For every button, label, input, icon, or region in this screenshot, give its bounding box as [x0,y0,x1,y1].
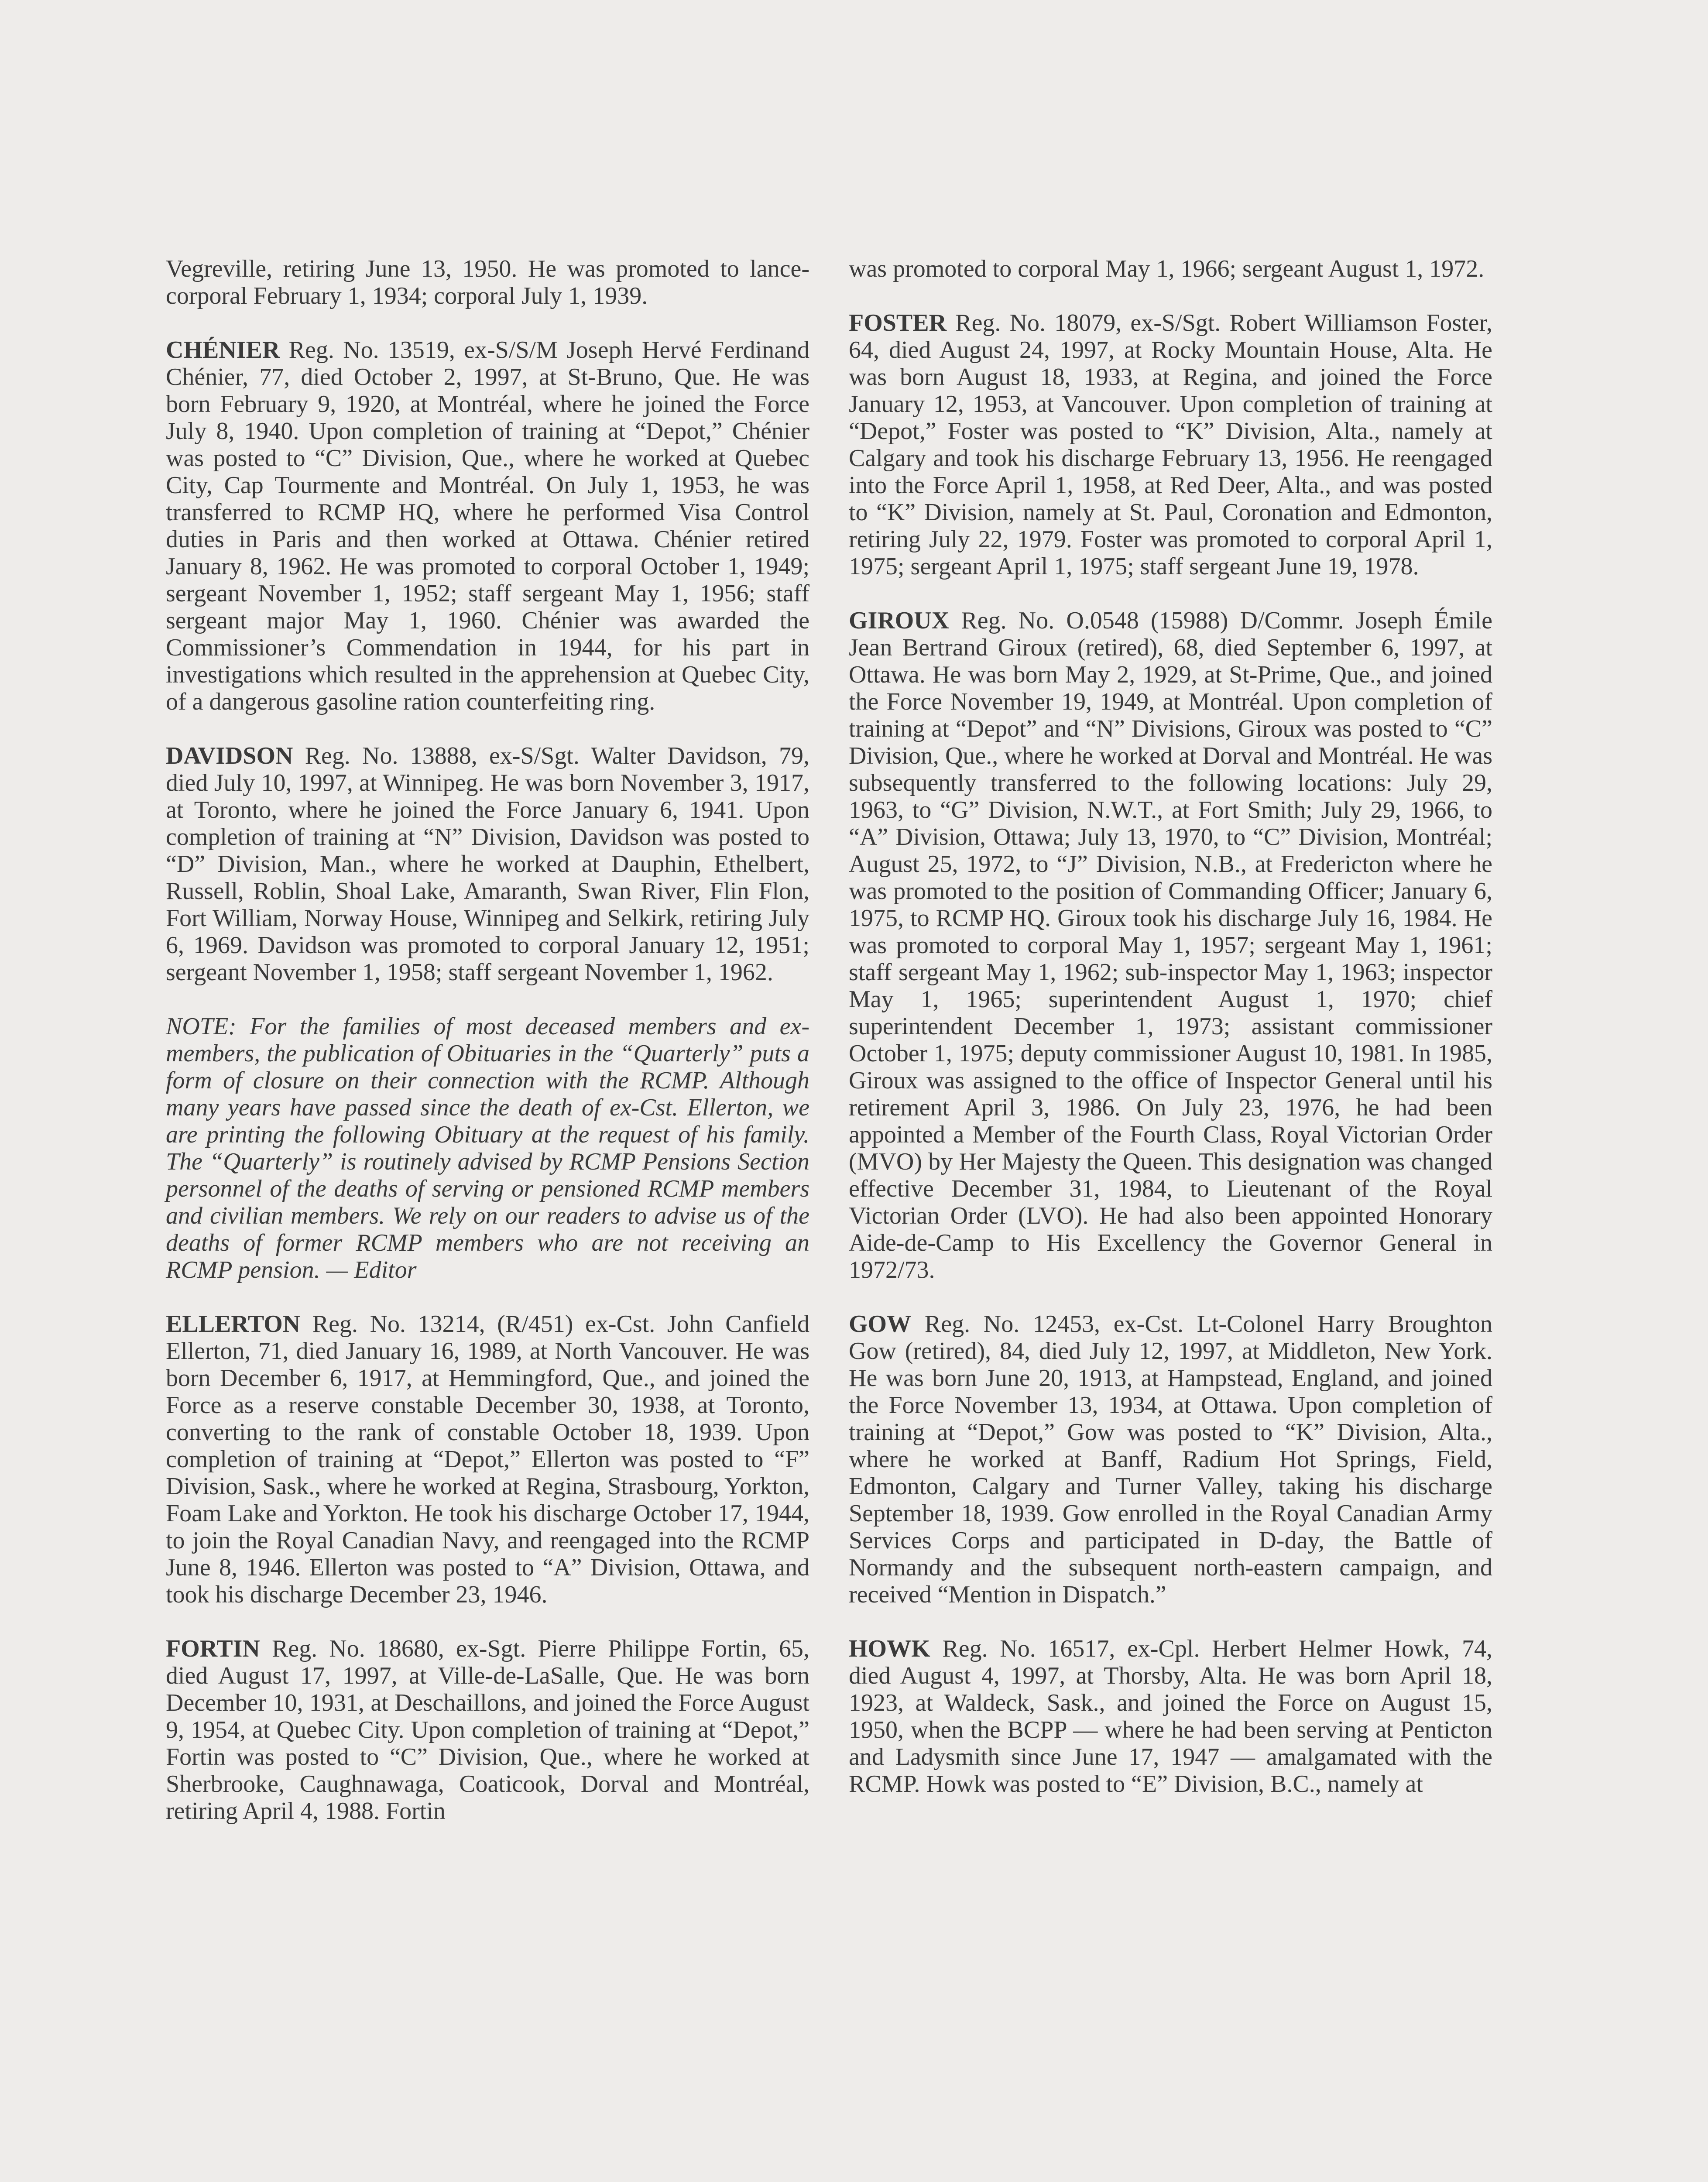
obituary-giroux [849,607,1492,1283]
continuation-text: was promoted to corporal May 1, 1966; sergeant August 1, 1972. [849,255,1485,282]
obituary-text: Reg. No. 12453, ex-Cst. Lt-Colonel Harry Broughton Gow (retired), 84, died July 12, 1997, at Middleton, New York. He was born June 20, 1913, at Hampstead, England, and joined the Force November 13, 1934, at Ottawa. Upon completion of training at “Depot,” Gow was posted to “K” Division, Alta., where he worked at Banff, Radium Hot Springs, Field, Edmonton, Calgary and Turner Valley, taking his discharge September 18, 1939. Gow enrolled in the Royal Canadian Army Services Corps and participated in D-day, the Battle of Normandy and the subsequent north-eastern campaign, and received “Mention in Dispatch.” [849,1311,1492,1608]
obituary-name: FOSTER [849,309,947,336]
obituary-howk [849,1635,1492,1798]
obituary-chenier [166,336,809,715]
obituary-name: ELLERTON [166,1311,301,1338]
obituary-name: FORTIN [166,1635,260,1662]
obituary-name: DAVIDSON [166,742,293,769]
obituary-text: Reg. No. 13888, ex-S/Sgt. Walter Davidson, 79, died July 10, 1997, at Winnipeg. He was born November 3, 1917, at Toronto, where he joined the Force January 6, 1941. Upon completion of training at “N” Division, Davidson was posted to “D” Division, Man., where he worked at Dauphin, Ethelbert, Russell, Roblin, Shoal Lake, Amaranth, Swan River, Flin Flon, Fort William, Norway House, Winnipeg and Selkirk, retiring July 6, 1969. Davidson was promoted to corporal January 12, 1951; sergeant November 1, 1958; staff sergeant November 1, 1962. [166,742,809,986]
obituary-text: Reg. No. O.0548 (15988) D/Commr. Joseph Émile Jean Bertrand Giroux (retired), 68, died September 6, 1997, at Ottawa. He was born May 2, 1929, at St-Prime, Que., and joined the Force November 19, 1949, at Montréal. Upon completion of training at “Depot” and “N” Divisions, Giroux was posted to “C” Division, Que., where he worked at Dorval and Montréal. He was subsequently transferred to the following locations: July 29, 1963, to “G” Division, N.W.T., at Fort Smith; July 29, 1966, to “A” Division, Ottawa; July 13, 1970, to “C” Division, Montréal; August 25, 1972, to “J” Division, N.B., at Fredericton where he was promoted to the position of Commanding Officer; January 6, 1975, to RCMP HQ. Giroux took his discharge July 16, 1984. He was promoted to corporal May 1, 1957; sergeant May 1, 1961; staff sergeant May 1, 1962; sub-inspector May 1, 1963; inspector May 1, 1965; superintendent August 1, 1970; chief superintendent December 1, 1973; assistant commissioner October 1, 1975; deputy commissioner August 10, 1981. In 1985, Giroux was assigned to the office of Inspector General until his retirement April 3, 1986. On July 23, 1976, he had been appointed a Member of the Fourth Class, Royal Victorian Order (MVO) by Her Majesty the Queen. This designation was changed effective December 31, 1984, to Lieutenant of the Royal Victorian Order (LVO). He had also been appointed Honorary Aide-de-Camp to His Excellency the Governor General in 1972/73. [849,607,1492,1283]
obituary-text: Reg. No. 13519, ex-S/S/M Joseph Hervé Ferdinand Chénier, 77, died October 2, 1997, at St-Bruno, Que. He was born February 9, 1920, at Montréal, where he joined the Force July 8, 1940. Upon completion of training at “Depot,” Chénier was posted to “C” Division, Que., where he worked at Quebec City, Cap Tourmente and Montréal. On July 1, 1953, he was transferred to RCMP HQ, where he performed Visa Control duties in Paris and then worked at Ottawa. Chénier retired January 8, 1962. He was promoted to corporal October 1, 1949; sergeant November 1, 1952; staff sergeant May 1, 1956; staff sergeant major May 1, 1960. Chénier was awarded the Commissioner’s Commendation in 1944, for his part in investigations which resulted in the apprehension at Quebec City, of a dangerous gasoline ration counterfeiting ring. [166,336,809,715]
obituary-text: Reg. No. 18079, ex-S/Sgt. Robert Williamson Foster, 64, died August 24, 1997, at Rocky Mountain House, Alta. He was born August 18, 1933, at Regina, and joined the Force January 12, 1953, at Vancouver. Upon completion of training at “Depot,” Foster was posted to “K” Division, Alta., namely at Calgary and took his discharge February 13, 1956. He reengaged into the Force April 1, 1958, at Red Deer, Alta., and was posted to “K” Division, namely at St. Paul, Coronation and Edmonton, retiring July 22, 1979. Foster was promoted to corporal April 1, 1975; sergeant April 1, 1975; staff sergeant June 19, 1978. [849,309,1492,580]
continuation-text: Vegreville, retiring June 13, 1950. He was promoted to lance-corporal February 1, 1934; corporal July 1, 1939. [166,255,809,309]
obituary-davidson [166,742,809,986]
obituary-name: HOWK [849,1635,930,1662]
obituary-text: Reg. No. 18680, ex-Sgt. Pierre Philippe Fortin, 65, died August 17, 1997, at Ville-de-LaSalle, Que. He was born December 10, 1931, at Deschaillons, and joined the Force August 9, 1954, at Quebec City. Upon completion of training at “Depot,” Fortin was posted to “C” Division, Que., where he worked at Sherbrooke, Caughnawaga, Coaticook, Dorval and Montréal, retiring April 4, 1988. Fortin [166,1635,809,1825]
obituary-gow [849,1311,1492,1608]
editor-note: NOTE: For the families of most deceased members and ex-members, the publication of Obituaries in the “Quarterly” puts a form of closure on their connection with the RCMP. Although many years have passed since the death of ex-Cst. Ellerton, we are printing the following Obituary at the request of his family. The “Quarterly” is routinely advised by RCMP Pensions Section personnel of the deaths of serving or pensioned RCMP members and civilian members. We rely on our readers to advise us of the deaths of former RCMP members who are not receiving an RCMP pension. — Editor [166,1013,809,1283]
obituary-fortin [166,1635,809,1825]
obituary-text: Reg. No. 13214, (R/451) ex-Cst. John Canfield Ellerton, 71, died January 16, 1989, at North Vancouver. He was born December 6, 1917, at Hemmingford, Que., and joined the Force as a reserve constable December 30, 1938, at Toronto, converting to the rank of constable October 18, 1939. Upon completion of training at “Depot,” Ellerton was posted to “F” Division, Sask., where he worked at Regina, Strasbourg, Yorkton, Foam Lake and Yorkton. He took his discharge October 17, 1944, to join the Royal Canadian Navy, and reengaged into the RCMP June 8, 1946. Ellerton was posted to “A” Division, Ottawa, and took his discharge December 23, 1946. [166,1311,809,1608]
obituary-text: Reg. No. 16517, ex-Cpl. Herbert Helmer Howk, 74, died August 4, 1997, at Thorsby, Alta. He was born April 18, 1923, at Waldeck, Sask., and joined the Force on August 15, 1950, when the BCPP — where he had been serving at Penticton and Ladysmith since June 17, 1947 — amalgamated with the RCMP. Howk was posted to “E” Division, B.C., namely at [849,1635,1492,1798]
left-column [166,255,809,1852]
obituary-name: CHÉNIER [166,336,280,364]
obituary-name: GIROUX [849,607,950,634]
obituary-ellerton [166,1311,809,1608]
obituary-name: GOW [849,1311,912,1338]
obituary-foster [849,309,1492,580]
right-column [849,255,1492,1825]
